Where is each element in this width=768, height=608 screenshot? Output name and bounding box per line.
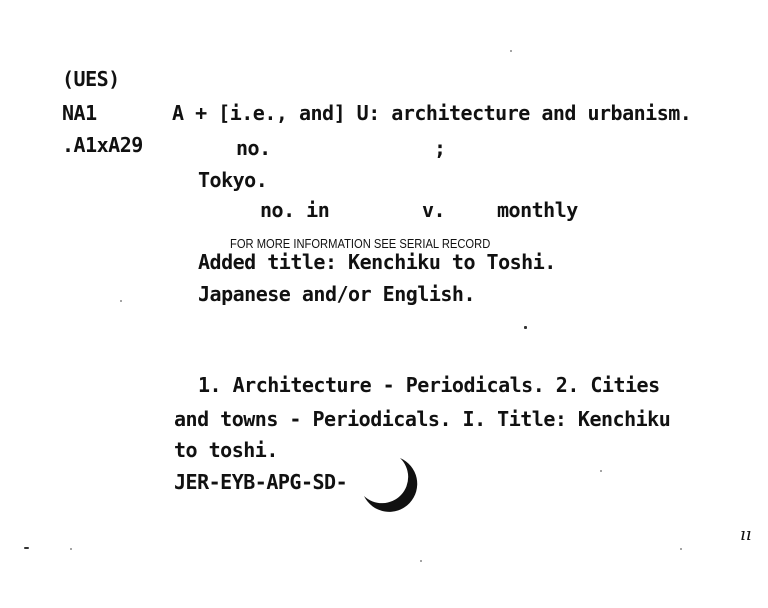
extent-volume: v. [422, 198, 446, 222]
speck [680, 548, 682, 550]
tracing-line-3: to toshi. [174, 438, 278, 462]
title-statement: A + [i.e., and] U: architecture and urbanism. [172, 101, 692, 125]
serial-record-stamp: FOR MORE INFORMATION SEE SERIAL RECORD [230, 236, 491, 251]
place-of-publication: Tokyo. [198, 168, 268, 192]
extent-no-in: no. in [260, 198, 330, 222]
extent-frequency: monthly [497, 198, 578, 222]
speck [524, 326, 527, 329]
note-language: Japanese and/or English. [198, 282, 475, 306]
speck [600, 470, 602, 472]
speck [510, 50, 512, 52]
speck [420, 560, 422, 562]
speck [24, 547, 29, 549]
tracing-line-1: 1. Architecture - Periodicals. 2. Cities [198, 373, 660, 397]
location-code: (UES) [62, 67, 120, 91]
speck [120, 300, 122, 302]
numbering-semicolon: ; [434, 136, 446, 160]
speck [70, 548, 72, 550]
cutter-number: .A1xA29 [62, 133, 143, 157]
corner-tally-mark: ıı [740, 524, 752, 545]
punched-hole-mark [358, 452, 424, 518]
class-number: NA1 [62, 101, 97, 125]
note-added-title: Added title: Kenchiku to Toshi. [198, 250, 556, 274]
numbering-no: no. [236, 136, 271, 160]
cataloger-initials: JER-EYB-APG-SD- [174, 470, 348, 494]
tracing-line-2: and towns - Periodicals. I. Title: Kenchiku [174, 407, 671, 431]
